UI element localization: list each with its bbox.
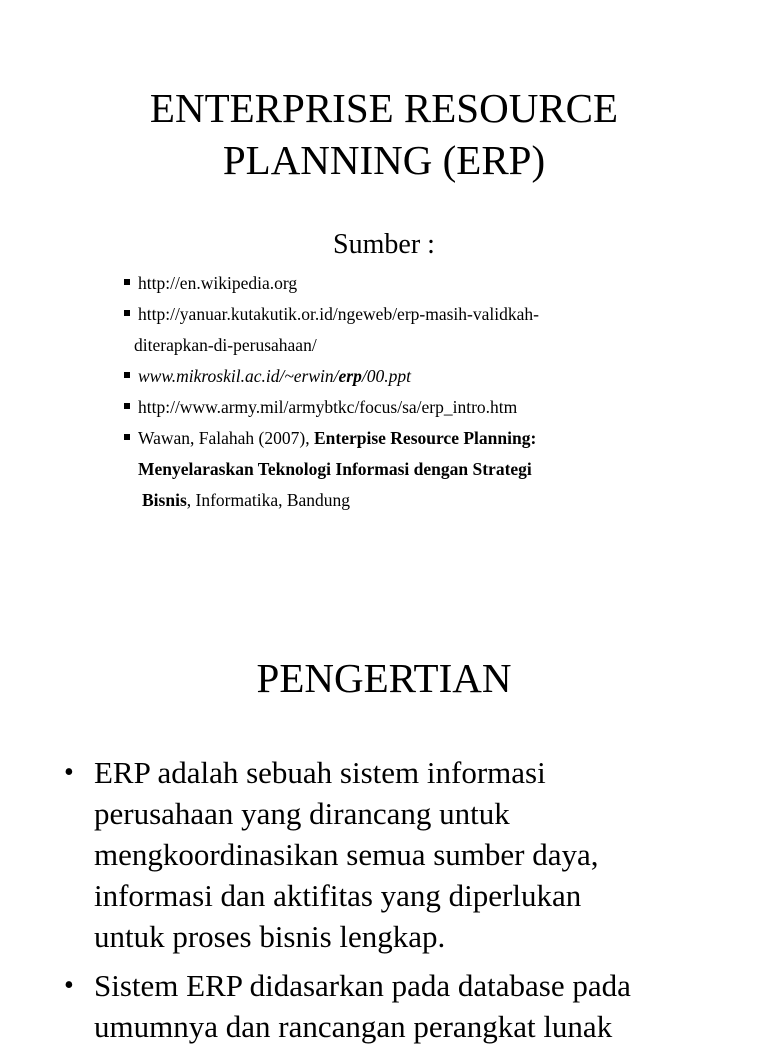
title-line-2: PLANNING (ERP) <box>222 137 546 183</box>
definition-line: informasi dan aktifitas yang diperlukan <box>94 878 582 913</box>
slide-title <box>0 82 768 186</box>
definition-line: perusahaan yang dirancang untuk <box>94 796 510 831</box>
bullet-icon: • <box>64 757 74 788</box>
slide-pengertian <box>0 620 768 1044</box>
source-item <box>122 268 682 299</box>
definition-line: Sistem ERP didasarkan pada database pada <box>94 968 631 1003</box>
square-bullet-icon <box>124 372 130 378</box>
reference-title-3: Bisnis <box>142 490 187 510</box>
reference-author: Wawan, Falahah (2007), <box>138 428 314 448</box>
sources-list <box>122 268 682 516</box>
source-item <box>122 361 682 392</box>
title-line-1: ENTERPRISE RESOURCE <box>149 85 619 131</box>
definition-list <box>60 752 740 1055</box>
bullet-icon: • <box>64 970 74 1001</box>
sources-heading: Sumber : <box>333 229 435 260</box>
source-link-part-1: www.mikroskil.ac.id/~erwin/ <box>138 366 339 386</box>
definition-line: ERP adalah sebuah sistem informasi <box>94 755 546 790</box>
definition-item <box>60 965 740 1047</box>
source-link-part-2: erp <box>338 366 362 386</box>
reference-title-2: Menyelaraskan Teknologi Informasi dengan Strategi <box>138 459 532 479</box>
reference-title-1: Enterpise Resource Planning: <box>313 428 537 448</box>
square-bullet-icon <box>124 279 130 285</box>
square-bullet-icon <box>124 403 130 409</box>
source-item-reference <box>122 423 682 516</box>
definition-line: untuk proses bisnis lengkap. <box>94 919 446 954</box>
definition-line: mengkoordinasikan semua sumber daya, <box>94 837 599 872</box>
source-item <box>122 299 682 361</box>
square-bullet-icon <box>124 310 130 316</box>
slide-title: PENGERTIAN <box>256 655 512 701</box>
source-link: http://www.army.mil/armybtkc/focus/sa/erp_intro.htm <box>138 397 518 417</box>
source-item <box>122 392 682 423</box>
definition-line: umumnya dan rancangan perangkat lunak <box>94 1009 613 1044</box>
source-link: http://en.wikipedia.org <box>138 273 298 293</box>
source-link-line-2: diterapkan-di-perusahaan/ <box>134 335 317 355</box>
reference-publisher: , Informatika, Bandung <box>186 490 351 510</box>
square-bullet-icon <box>124 434 130 440</box>
source-link-part-3: /00.ppt <box>361 366 411 386</box>
definition-item <box>60 752 740 957</box>
source-link-line-1: http://yanuar.kutakutik.or.id/ngeweb/erp-masih-validkah- <box>138 304 539 324</box>
